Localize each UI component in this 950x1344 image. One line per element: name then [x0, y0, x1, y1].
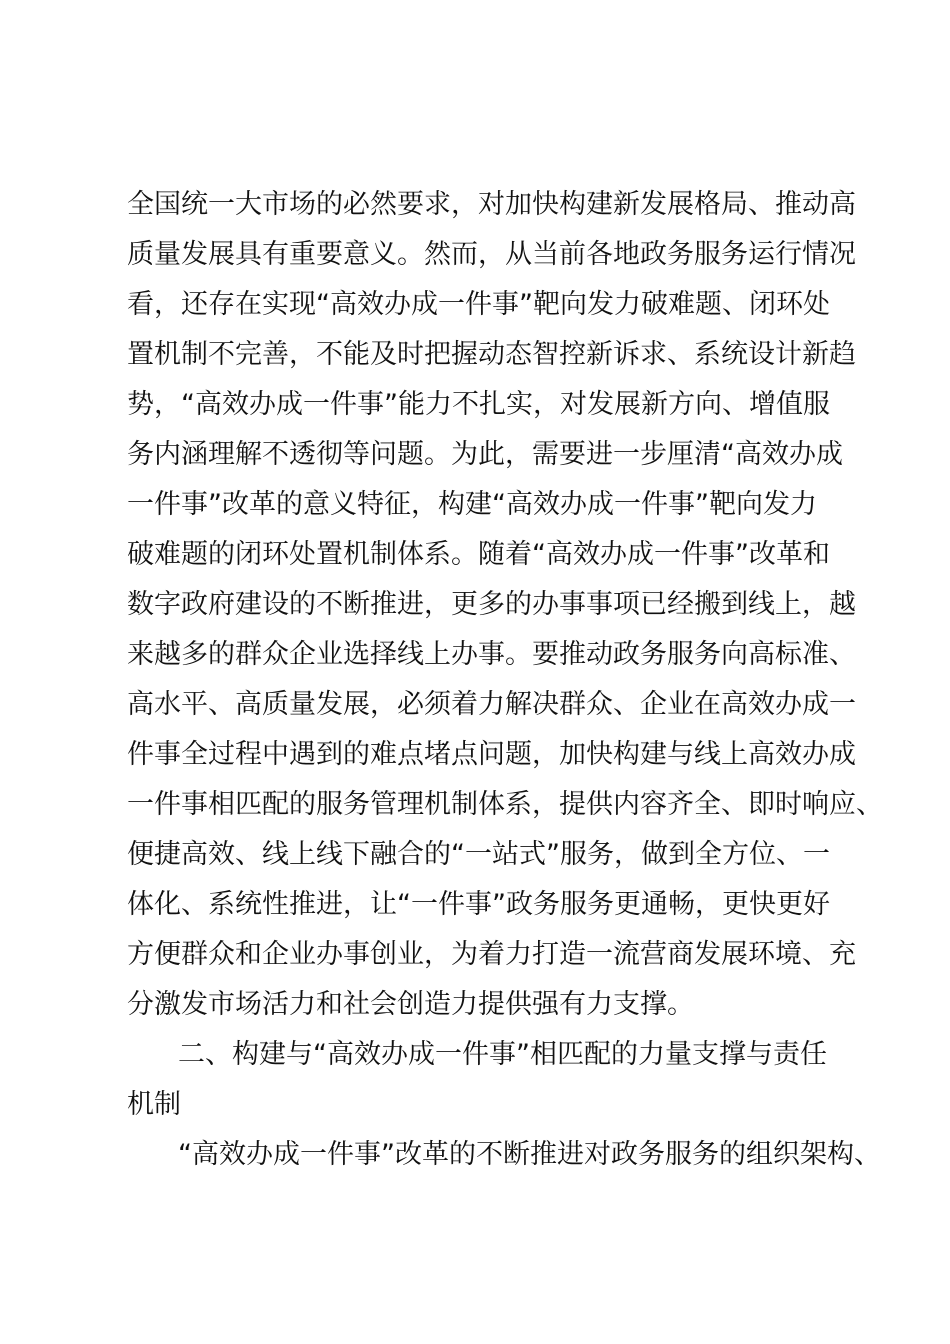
body-text-line: 数字政府建设的不断推进，更多的办事事项已经搬到线上，越 [127, 589, 856, 620]
body-text-line: 便捷高效、线上线下融合的“一站式”服务，做到全方位、一 [127, 839, 830, 870]
body-text-line: 来越多的群众企业选择线上办事。要推动政务服务向高标准、 [127, 639, 856, 670]
body-text-line: 置机制不完善，不能及时把握动态智控新诉求、系统设计新趋 [127, 339, 856, 370]
body-text-line: 件事全过程中遇到的难点堵点问题，加快构建与线上高效办成 [127, 739, 856, 770]
body-text-line: 势，“高效办成一件事”能力不扎实，对发展新方向、增值服 [127, 389, 830, 420]
body-text-line: 高水平、高质量发展，必须着力解决群众、企业在高效办成一 [127, 689, 856, 720]
body-text-line: 破难题的闭环处置机制体系。随着“高效办成一件事”改革和 [127, 539, 830, 570]
body-text-line: 看，还存在实现“高效办成一件事”靶向发力破难题、闭环处 [127, 289, 830, 320]
body-text-line: 一件事”改革的意义特征，构建“高效办成一件事”靶向发力 [127, 489, 817, 520]
body-text-line: 全国统一大市场的必然要求，对加快构建新发展格局、推动高 [127, 189, 856, 220]
body-text-line: 分激发市场活力和社会创造力提供强有力支撑。 [127, 989, 694, 1020]
section-heading: 二、构建与“高效办成一件事”相匹配的力量支撑与责任 [178, 1039, 827, 1070]
body-text-line: 一件事相匹配的服务管理机制体系，提供内容齐全、即时响应、 [127, 789, 883, 820]
section-heading-continuation: 机制 [127, 1089, 181, 1120]
body-text-line: 务内涵理解不透彻等问题。为此，需要进一步厘清“高效办成 [127, 439, 843, 470]
body-text-line: 体化、系统性推进，让“一件事”政务服务更通畅，更快更好 [127, 889, 830, 920]
body-text-line: 方便群众和企业办事创业，为着力打造一流营商发展环境、充 [127, 939, 856, 970]
body-text-line: “高效办成一件事”改革的不断推进对政务服务的组织架构、 [178, 1139, 881, 1170]
body-text-line: 质量发展具有重要意义。然而，从当前各地政务服务运行情况 [127, 239, 856, 270]
